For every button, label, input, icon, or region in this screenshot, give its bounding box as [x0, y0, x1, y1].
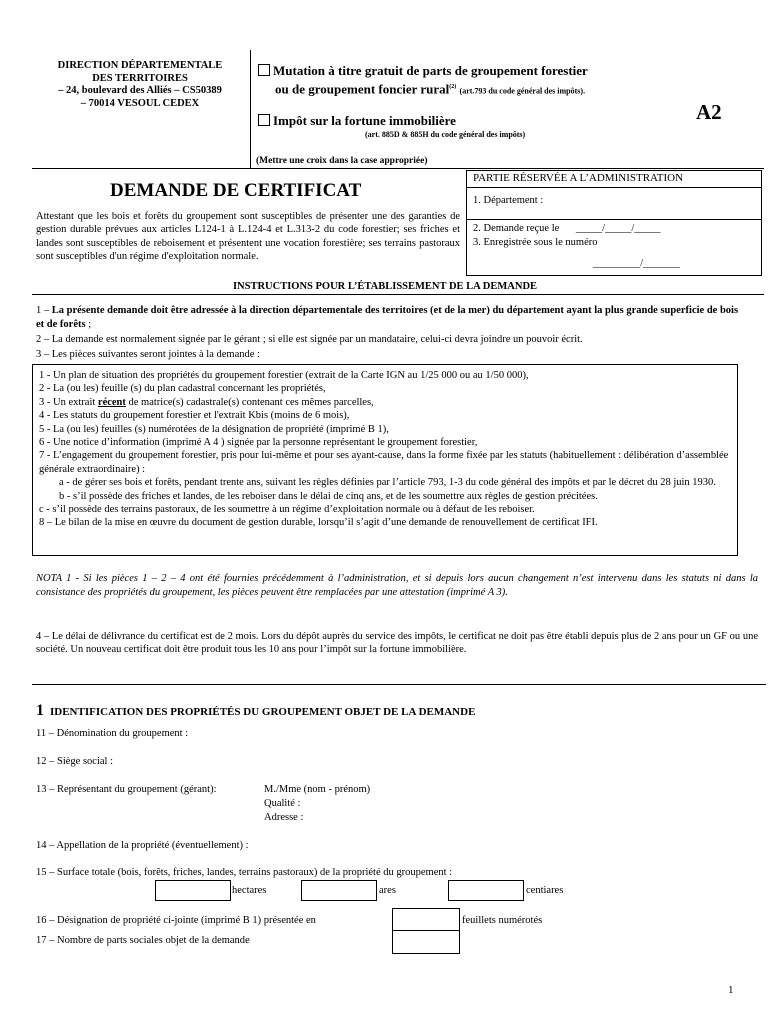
hectares-input[interactable] — [155, 880, 231, 901]
hectares-unit: hectares — [232, 885, 267, 896]
piece-7a: a - de gérer ses bois et forêts, pendant trente ans, suivant les règles définies par l’article 793, 1-3 du code général des impôts et par le décret du 28 juin 1930. — [59, 477, 716, 489]
piece-1: 1 - Un plan de situation des propriétés du groupement forestier (extrait de la Carte IGN au 1/25 000 ou au 1/50 000), — [39, 370, 529, 381]
header-divider — [250, 50, 251, 168]
option-mutation-sup: (2) — [449, 84, 457, 90]
instruction-1-prefix: 1 – — [36, 305, 52, 316]
admin-enreg: 3. Enregistrée sous le numéro — [473, 237, 598, 248]
instruction-2: 2 – La demande est normalement signée par le gérant ; si elle est signée par un mandataire, celui-ci devra joindre un pouvoir écrit. — [36, 334, 583, 345]
dept-line-1: DIRECTION DÉPARTEMENTALE — [57, 60, 223, 71]
instructions-title: INSTRUCTIONS POUR L’ÉTABLISSEMENT DE LA DEMANDE — [232, 281, 538, 292]
ares-unit: ares — [379, 885, 396, 896]
pieces-box — [32, 364, 738, 556]
dept-line-2: DES TERRITOIRES — [92, 72, 188, 84]
option-ifi-label: Impôt sur la fortune immobilière — [273, 113, 456, 128]
option-mutation-line1: Mutation à titre gratuit de parts de groupement forestier — [273, 63, 588, 78]
ifi-checkbox[interactable] — [258, 114, 270, 126]
delai-text: 4 – Le délai de délivrance du certificat est de 2 mois. Lors du dépôt auprès du service des impôts, le certificat ne doit pas être établi depuis plus de 2 ans pour un GF ou une société. Un nouveau certificat doit être produit tous les 10 ans pour l’impôt sur la fortune immobilière. — [36, 631, 758, 656]
option-mutation-line2: ou de groupement foncier rural — [275, 81, 450, 97]
centiares-input[interactable] — [448, 880, 524, 901]
field-13-name: M./Mme (nom - prénom) — [264, 784, 371, 795]
admin-recue — [473, 223, 661, 234]
piece-2: 2 - La (ou les) feuille (s) du plan cadastral concernant les propriétés, — [39, 383, 326, 395]
section-1-label: IDENTIFICATION DES PROPRIÉTÉS DU GROUPEMENT OBJET DE LA DEMANDE — [50, 706, 476, 718]
admin-header-rule — [467, 187, 761, 188]
field-14-label: 14 – Appellation de la propriété (éventuellement) : — [36, 840, 249, 851]
field-17-label: 17 – Nombre de parts sociales objet de la demande — [36, 935, 250, 946]
field-16-label: 16 – Désignation de propriété ci-jointe (imprimé B 1) présentée en — [36, 915, 316, 926]
piece-3-b: de matrice(s) cadastrale(s) contenant ces mêmes parcelles, — [125, 396, 374, 408]
instruction-1 — [36, 304, 746, 331]
option-ifi-ref: (art. 885D & 885H du code général des impôts) — [365, 130, 526, 139]
field-11-label: 11 – Dénomination du groupement : — [36, 728, 189, 739]
admin-recue-label: 2. Demande reçue le — [473, 223, 560, 234]
section-rule — [32, 684, 766, 685]
admin-box — [466, 170, 762, 276]
piece-6: 6 - Une notice d’information (imprimé A 4 ) signée par la personne représentant le groupement forestier, — [39, 437, 478, 449]
form-title: DEMANDE DE CERTIFICAT — [110, 180, 362, 201]
piece-4: 4 - Les statuts du groupement forestier et l'extrait Kbis (moins de 6 mois), — [39, 410, 350, 422]
piece-3-recent: récent — [97, 396, 126, 408]
dept-line-4: – 70014 VESOUL CEDEX — [80, 97, 200, 109]
admin-header: PARTIE RÉSERVÉE A L’ADMINISTRATION — [473, 172, 684, 184]
field-13-label: 13 – Représentant du groupement (gérant): — [36, 784, 217, 795]
piece-3-a: 3 - Un extrait — [39, 396, 98, 408]
field-15-label: 15 – Surface totale (bois, forêts, friches, landes, terrains pastoraux) de la propriété du groupement : — [36, 867, 453, 878]
feuillets-input[interactable] — [392, 908, 460, 932]
option-ifi — [258, 113, 658, 128]
field-13-adresse: Adresse : — [264, 812, 304, 823]
admin-dept: 1. Département : — [473, 195, 544, 206]
field-12-label: 12 – Siège social : — [36, 756, 113, 767]
field-13-qualite: Qualité : — [264, 798, 301, 809]
piece-7b: b - s’il possède des friches et landes, de les reboiser dans le délai de cinq ans, et de les soumettre aux règles de gestion précitées. — [59, 490, 598, 502]
instruction-1-bold: La présente demande doit être adressée à la direction départementale des territoires (et de la mer) du département ayant la plus grande superficie de bois et de forêts — [36, 305, 739, 330]
piece-7c: c - s’il possède des terrains pastoraux, de les soumettre à un régime d’exploitation normale ou à défaut de les reboiser. — [39, 504, 535, 516]
header-rule — [32, 168, 764, 169]
piece-3 — [39, 396, 731, 409]
parts-input[interactable] — [392, 930, 460, 954]
piece-8: 8 – Le bilan de la mise en œuvre du document de gestion durable, lorsqu’il s’agit d’une demande de renouvellement de certificat IFI. — [39, 517, 598, 529]
section-1-title — [36, 702, 475, 720]
form-code: A2 — [696, 100, 722, 124]
page-number: 1 — [728, 984, 734, 996]
dept-line-3: – 24, boulevard des Alliés – CS50389 — [58, 85, 222, 96]
centiares-unit: centiares — [526, 885, 564, 896]
field-16-unit: feuillets numérotés — [462, 915, 543, 926]
mark-note: (Mettre une croix dans la case appropriée) — [256, 156, 428, 166]
dept-address — [32, 60, 248, 110]
admin-recue-date[interactable]: _____/_____/_____ — [575, 223, 661, 234]
ares-input[interactable] — [301, 880, 377, 901]
option-mutation — [258, 63, 658, 78]
instructions-rule — [32, 294, 764, 295]
instruction-3: 3 – Les pièces suivantes seront jointes à la demande : — [36, 349, 260, 360]
admin-enreg-number[interactable]: _________/_______ — [593, 258, 680, 269]
mutation-checkbox[interactable] — [258, 64, 270, 76]
nota-1: NOTA 1 - Si les pièces 1 – 2 – 4 ont été fournies précédemment à l’administration, et si depuis lors aucun changement n’est intervenu dans les statuts ni dans la consistance des propriétés du groupement, les pièces peuvent être remplacées par une attestation (imprimé A 3). — [36, 573, 758, 598]
admin-mid-rule — [467, 219, 761, 220]
piece-7: 7 - L’engagement du groupement forestier, pris pour lui-même et pour ses ayant-cause, dans la forme fixée par les statuts (habituellement : délibération d’assemblée générale extraordinaire) : — [39, 450, 729, 475]
piece-5: 5 - La (ou les) feuilles (s) numérotées de la désignation de propriété (imprimé B 1), — [39, 423, 389, 435]
instruction-1-suffix: ; — [85, 318, 92, 330]
intro-text: Attestant que les bois et forêts du groupement sont susceptibles de présenter une des garanties de gestion durable prévues aux articles L124-1 à L.124-4 et L.313-2 du code forestier; ses friches et landes sont susceptibles de reboisement et présentent une vocation forestière; ses terrains pastoraux sont susceptibles d'un régime d'exploitation normale. — [36, 211, 460, 262]
option-mutation-cont — [275, 80, 695, 98]
section-1-num: 1 — [36, 702, 44, 719]
option-mutation-ref: (art.793 du code général des impôts). — [459, 86, 586, 96]
